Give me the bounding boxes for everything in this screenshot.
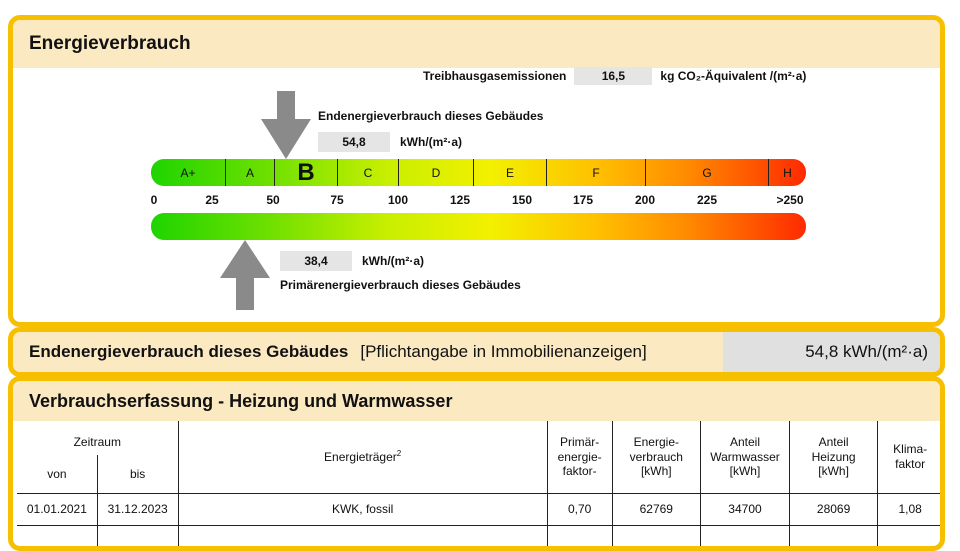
consumption-header xyxy=(13,381,940,421)
primary-energy-unit: kWh/(m²·a) xyxy=(362,254,424,268)
col-anteil-warmwasser: Anteil Warmwasser [kWh] xyxy=(701,421,790,493)
col-bis: bis xyxy=(97,455,178,493)
consumption-table xyxy=(17,421,942,551)
scale-tick: 125 xyxy=(449,193,471,207)
cell-primaerfaktor: 0,70 xyxy=(547,493,612,525)
empty-cell xyxy=(17,525,97,551)
empty-cell xyxy=(789,525,877,551)
end-energy-row-note: [Pflichtangabe in Immobilienanzeigen] xyxy=(360,342,647,361)
scale-tick: 25 xyxy=(205,193,219,207)
class-g: G xyxy=(702,165,712,180)
scale-tick: 75 xyxy=(330,193,344,207)
end-energy-value-row xyxy=(318,132,462,152)
col-von: von xyxy=(17,455,97,493)
end-energy-panel xyxy=(8,327,945,377)
end-energy-row-label: Endenergieverbrauch dieses Gebäudes xyxy=(29,342,349,361)
end-energy-row-value: 54,8 kWh/(m²·a) xyxy=(723,332,940,372)
empty-cell xyxy=(701,525,790,551)
primary-energy-arrow-icon xyxy=(220,240,270,310)
class-e: E xyxy=(505,165,514,180)
scale-tick: 150 xyxy=(511,193,533,207)
ghg-line xyxy=(423,67,806,85)
cell-anteil-heizung: 28069 xyxy=(789,493,877,525)
energy-title: Energieverbrauch xyxy=(29,33,191,54)
scale-tick: 225 xyxy=(696,193,718,207)
class-f: F xyxy=(592,165,600,180)
col-zeitraum: Zeitraum xyxy=(17,421,178,455)
col-klimafaktor: Klima- faktor xyxy=(878,421,942,493)
empty-cell xyxy=(878,525,942,551)
cell-von: 01.01.2021 xyxy=(17,493,97,525)
col-primaerfaktor: Primär- energie- faktor- xyxy=(547,421,612,493)
col-anteil-heizung: Anteil Heizung [kWh] xyxy=(789,421,877,493)
consumption-panel xyxy=(8,376,945,551)
class-h: H xyxy=(783,165,792,180)
empty-cell xyxy=(612,525,701,551)
scale-tick: >250 xyxy=(776,193,804,207)
end-energy-row xyxy=(29,332,647,372)
class-a-plus: A+ xyxy=(180,165,196,180)
table-row-empty xyxy=(17,525,942,551)
scale-tick: 200 xyxy=(634,193,656,207)
cell-energieverbrauch: 62769 xyxy=(612,493,701,525)
ghg-label: Treibhausgasemissionen xyxy=(423,69,567,83)
footnote-2: 2 xyxy=(396,449,402,459)
primary-energy-value: 38,4 xyxy=(280,251,352,271)
col-energietraeger xyxy=(178,421,547,493)
class-c: C xyxy=(363,165,373,180)
primary-energy-value-row xyxy=(280,251,424,271)
cell-anteil-warmwasser: 34700 xyxy=(701,493,790,525)
class-a: A xyxy=(245,165,254,180)
cell-energietraeger: KWK, fossil xyxy=(178,493,547,525)
empty-cell xyxy=(178,525,547,551)
primary-energy-bar xyxy=(151,213,806,240)
energy-header xyxy=(13,20,940,68)
end-energy-arrow-icon xyxy=(261,91,311,159)
ghg-unit: kg CO₂-Äquivalent /(m²·a) xyxy=(660,69,807,83)
scale-tick: 0 xyxy=(150,193,158,207)
col-energieverbrauch: Energie- verbrauch [kWh] xyxy=(612,421,701,493)
cell-bis: 31.12.2023 xyxy=(97,493,178,525)
class-d: D xyxy=(431,165,441,180)
col-energietraeger-label: Energieträger xyxy=(324,450,397,465)
scale-tick: 50 xyxy=(266,193,280,207)
end-energy-unit: kWh/(m²·a) xyxy=(400,135,462,149)
end-energy-label: Endenergieverbrauch dieses Gebäudes xyxy=(318,109,544,123)
scale-tick: 100 xyxy=(387,193,409,207)
class-b-active: B xyxy=(297,158,315,186)
ghg-value: 16,5 xyxy=(574,67,652,85)
end-energy-value: 54,8 xyxy=(318,132,390,152)
primary-energy-label: Primärenergieverbrauch dieses Gebäudes xyxy=(280,278,521,292)
table-row xyxy=(17,493,942,525)
consumption-title: Verbrauchserfassung - Heizung und Warmwasser xyxy=(29,390,453,411)
empty-cell xyxy=(97,525,178,551)
cell-klimafaktor: 1,08 xyxy=(878,493,942,525)
scale-tick: 175 xyxy=(572,193,594,207)
empty-cell xyxy=(547,525,612,551)
